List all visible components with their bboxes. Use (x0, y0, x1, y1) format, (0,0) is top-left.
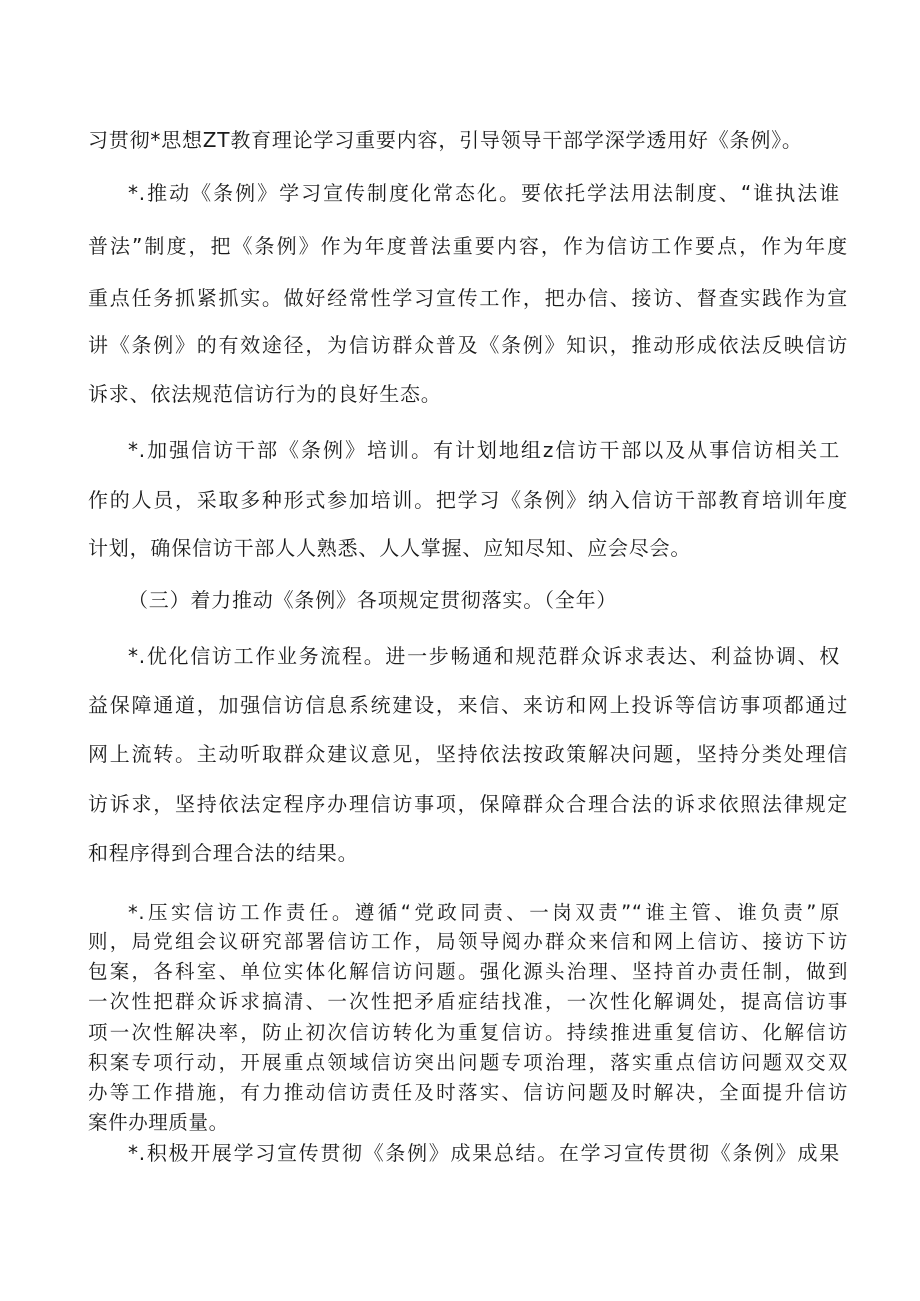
paragraph-3-line-1: *.加强信访干部《条例》培训。有计划地组z信访干部以及从事信访相关工 (128, 438, 840, 462)
paragraph-4-line-4: 访诉求，坚持依法定程序办理信访事项，保障群众合理合法的诉求依照法律规定 (88, 792, 848, 816)
paragraph-2-line-4: 讲《条例》的有效途径，为信访群众普及《条例》知识，推动形成依法反映信访 (88, 333, 848, 357)
paragraph-5-line-7: 办等工作措施，有力推动信访责任及时落实、信访问题及时解决，全面提升信访 (88, 1081, 848, 1104)
paragraph-1-line-1: 习贯彻*思想ZT教育理论学习重要内容，引导领导干部学深学透用好《条例》。 (88, 128, 803, 152)
paragraph-4-line-5: 和程序得到合理合法的结果。 (88, 841, 359, 865)
paragraph-5-line-1: *.压实信访工作责任。遵循“党政同责、一岗双责”“谁主管、谁负责”原 (128, 901, 840, 924)
section-heading: （三）着力推动《条例》各项规定贯彻落实。（全年） (128, 588, 618, 612)
paragraph-4-line-3: 网上流转。主动听取群众建议意见，坚持依法按政策解决问题，坚持分类处理信 (88, 742, 848, 766)
paragraph-5-line-3: 包案，各科室、单位实体化解信访问题。强化源头治理、坚持首办责任制，做到 (88, 960, 848, 983)
paragraph-5-line-8: 案件办理质量。 (88, 1111, 229, 1134)
paragraph-2-line-1: *.推动《条例》学习宣传制度化常态化。要依托学法用法制度、“谁执法谁 (128, 181, 840, 205)
paragraph-5-line-2: 则，局党组会议研究部署信访工作，局领导阅办群众来信和网上信访、接访下访 (88, 930, 848, 953)
paragraph-5-line-4: 一次性把群众诉求搞清、一次性把矛盾症结找准，一次性化解调处，提高信访事 (88, 990, 848, 1013)
paragraph-3-line-3: 计划，确保信访干部人人熟悉、人人掌握、应知尽知、应会尽会。 (88, 536, 692, 560)
paragraph-2-line-5: 诉求、依法规范信访行为的良好生态。 (88, 382, 442, 406)
paragraph-6-line-1: *.积极开展学习宣传贯彻《条例》成果总结。在学习宣传贯彻《条例》成果 (128, 1141, 840, 1165)
paragraph-4-line-1: *.优化信访工作业务流程。进一步畅通和规范群众诉求表达、利益协调、权 (128, 644, 840, 668)
paragraph-3-line-2: 作的人员，采取多种形式参加培训。把学习《条例》纳入信访干部教育培训年度 (88, 488, 848, 512)
paragraph-2-line-2: 普法”制度，把《条例》作为年度普法重要内容，作为信访工作要点，作为年度 (88, 234, 848, 258)
paragraph-5-line-5: 项一次性解决率，防止初次信访转化为重复信访。持续推进重复信访、化解信访 (88, 1021, 848, 1044)
paragraph-2-line-3: 重点任务抓紧抓实。做好经常性学习宣传工作，把办信、接访、督查实践作为宣 (88, 286, 848, 310)
paragraph-4-line-2: 益保障通道，加强信访信息系统建设，来信、来访和网上投诉等信访事项都通过 (88, 693, 848, 717)
paragraph-5-line-6: 积案专项行动，开展重点领域信访突出问题专项治理，落实重点信访问题双交双 (88, 1051, 848, 1074)
